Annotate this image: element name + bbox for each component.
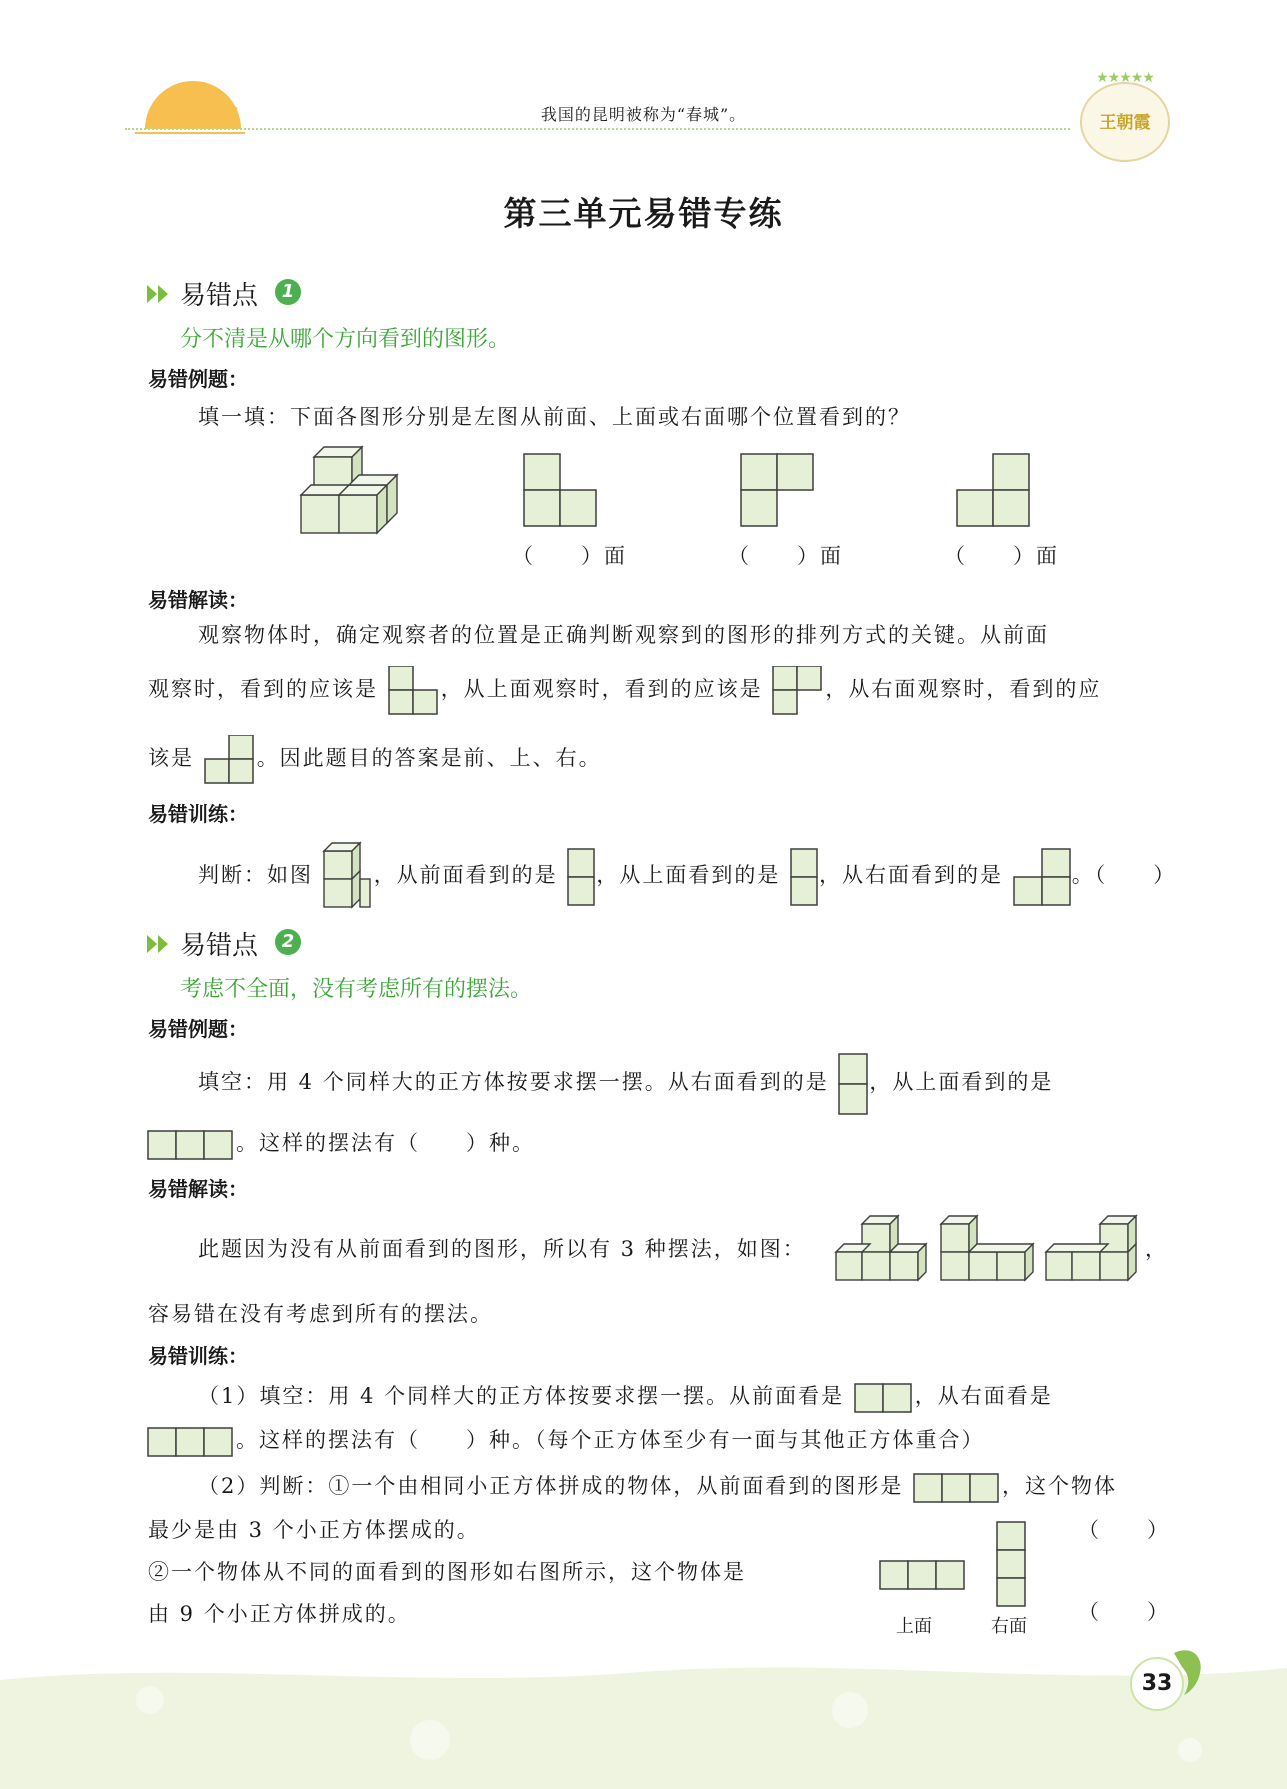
point1-heading-text: 易错点 xyxy=(180,281,259,311)
page-number: 33 xyxy=(1141,1671,1173,1696)
inline-shape-right xyxy=(203,735,257,785)
point1-question: 填一填：下面各图形分别是左图从前面、上面或右面哪个位置看到的？ xyxy=(198,405,911,429)
point2-subtitle: 考虑不全面，没有考虑所有的摆法。 xyxy=(180,977,533,1002)
double-arrow-icon xyxy=(145,933,173,955)
inline-shape-row-2 xyxy=(853,1382,915,1414)
header-motto: 我国的昆明被称为“春城”。 xyxy=(540,105,747,124)
point1-analysis-line1: 观察物体时，确定观察者的位置是正确判断观察到的图形的排列方式的关键。从前面 xyxy=(198,623,1049,647)
point1-analysis-line3: 该是 。因此题目的答案是前、上、右。 xyxy=(148,743,602,773)
header-rule xyxy=(125,128,1070,130)
judge-blank-1[interactable]: （ ） xyxy=(1078,1518,1170,1542)
star-icons: ★★★★★ xyxy=(1096,70,1154,86)
view-right-shape xyxy=(995,1520,1027,1610)
inline-shape-vertical-2c xyxy=(837,1052,869,1116)
double-arrow-icon xyxy=(145,283,173,305)
page-title: 第三单元易错专练 xyxy=(503,194,784,233)
point1-subtitle: 分不清是从哪个方向看到的图形。 xyxy=(180,327,511,352)
point2-example-line2 xyxy=(146,1128,535,1158)
arrangement-figure-3 xyxy=(1044,1212,1144,1286)
logo-text: 王朝霞 xyxy=(1099,113,1151,133)
point1-training-label: 易错训练： xyxy=(148,802,248,826)
view-shape-b xyxy=(740,453,818,527)
point2-training-2-line1: （2）判断：①一个由相同小正方体拼成的物体，从前面看到的图形是 ，这个物体 xyxy=(198,1471,1117,1501)
point2-analysis-label: 易错解读： xyxy=(148,1177,248,1201)
point2-analysis-line1: 此题因为没有从前面看到的图形，所以有 3 种摆法，如图： xyxy=(198,1237,806,1261)
point1-number-badge: 1 xyxy=(275,279,301,305)
footer-wave xyxy=(0,1650,1287,1789)
point2-training-1-line2 xyxy=(146,1425,985,1455)
point2-training-2-line3: ②一个物体从不同的面看到的图形如右图所示，这个物体是 xyxy=(148,1560,746,1584)
view-shape-a xyxy=(523,453,601,527)
point2-number-badge: 2 xyxy=(275,929,301,955)
point1-analysis-label: 易错解读： xyxy=(148,588,248,612)
point2-training-1-answer-blank[interactable]: 。这样的摆法有（ ）种。（每个正方体至少有一面与其他正方体重合） xyxy=(236,1428,985,1452)
view-top-label: 上面 xyxy=(896,1616,932,1637)
view-shape-c xyxy=(956,453,1034,527)
inline-cube-stack xyxy=(322,839,374,915)
arrangement-figure-1 xyxy=(834,1212,934,1286)
point2-example-answer-blank[interactable]: 。这样的摆法有（ ）种。 xyxy=(236,1131,535,1155)
inline-shape-top xyxy=(771,666,825,716)
point2-training-2-line4: 由 9 个小正方体拼成的。 xyxy=(148,1602,411,1626)
point2-training-label: 易错训练： xyxy=(148,1344,248,1368)
point2-training-1-line1: （1）填空：用 4 个同样大的正方体按要求摆一摆。从前面看是 ，从右面看是 xyxy=(198,1381,1053,1411)
point1-training-answer-blank[interactable]: 。（ ） xyxy=(1071,863,1177,887)
logo-badge xyxy=(1080,70,1170,162)
point2-training-2-line2: 最少是由 3 个小正方体摆成的。 xyxy=(148,1518,480,1542)
point2-example-label: 易错例题： xyxy=(148,1017,248,1041)
inline-shape-front xyxy=(387,666,441,716)
point1-analysis-line2: 观察时，看到的应该是 ，从上面观察时，看到的应该是 ，从右面观察时，看到的应 xyxy=(148,674,1148,704)
point2-analysis-comma: ， xyxy=(1145,1237,1168,1261)
header xyxy=(0,0,1287,160)
arrangement-figure-2 xyxy=(939,1212,1039,1286)
inline-shape-vertical-2b xyxy=(789,847,819,907)
inline-shape-row-3a xyxy=(146,1129,236,1161)
answer-blank-b[interactable]: （ ）面 xyxy=(728,544,843,568)
inline-shape-l-right xyxy=(1012,847,1072,907)
view-right-label: 右面 xyxy=(991,1616,1027,1637)
inline-shape-vertical-2a xyxy=(566,847,596,907)
view-top-shape xyxy=(878,1559,968,1591)
inline-shape-row-3b xyxy=(146,1426,236,1458)
dolphin-icon xyxy=(1170,1645,1210,1697)
answer-blank-c[interactable]: （ ）面 xyxy=(944,544,1059,568)
answer-blank-a[interactable]: （ ）面 xyxy=(512,544,627,568)
cube-figure-1 xyxy=(295,445,405,545)
point2-example-line1: 填空：用 4 个同样大的正方体按要求摆一摆。从右面看到的是 ，从上面看到的是 xyxy=(198,1067,1053,1098)
point2-analysis-line2: 容易错在没有考虑到所有的摆法。 xyxy=(148,1302,493,1326)
judge-blank-2[interactable]: （ ） xyxy=(1078,1600,1170,1624)
point1-example-label: 易错例题： xyxy=(148,367,248,391)
point1-training-line: 判断：如图 ，从前面看到的是 ，从上面看到的是 ，从右面看到的是 。（ ） xyxy=(198,860,1176,890)
point2-heading-text: 易错点 xyxy=(180,931,259,961)
inline-shape-row-3c xyxy=(912,1472,1002,1504)
